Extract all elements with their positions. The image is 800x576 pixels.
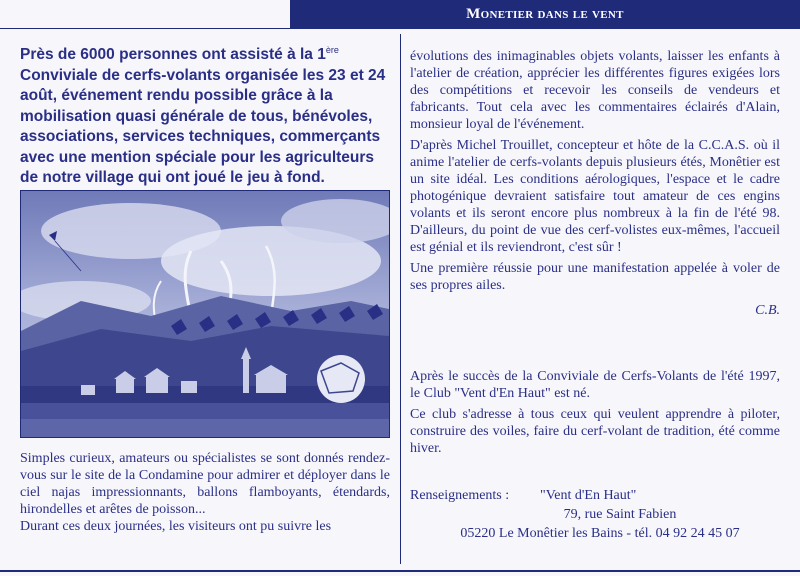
left-body-text — [20, 450, 390, 535]
header-rule — [0, 28, 800, 29]
author-signature: C.B. — [755, 303, 780, 318]
section-title: Monetier dans le vent — [466, 6, 624, 22]
bottom-rule — [0, 570, 800, 572]
section-header — [290, 0, 800, 28]
lead-superscript: ère — [325, 45, 339, 55]
contact-city-phone: 05220 Le Monêtier les Bains - tél. 04 92 24 45 07 — [460, 526, 740, 541]
contact-street: 79, rue Saint Fabien — [563, 507, 677, 522]
lead-paragraph — [20, 40, 392, 189]
body-paragraph: D'après Michel Trouillet, concepteur et hôte de la C.C.A.S. où il anime l'atelier de cerfs-volants depuis plusieurs étés, Monêtier est un site idéal. Les conditions aérologiques, l'espace et le cadre photogénique devraient satisfaire tout amateur de ces engins volants et ils seront encore plus nombreux à la fin de l'été 98. D'ailleurs, du point de vue des cerf-volistes eux-mêmes, l'accueil est génial et ils reviendront, c'est sûr ! — [410, 138, 780, 255]
club-name: "Vent d'En Haut" — [540, 488, 637, 503]
body-paragraph: Simples curieux, amateurs ou spécialistes se sont donnés rendez-vous sur le site de la Condamine pour admirer et déployer dans le ciel najas impressionnants, ballons flamboyants, étendards, hirondelles et arêtes de poisson... — [20, 451, 390, 517]
column-divider — [400, 34, 401, 564]
lead-text-end: Conviviale de cerfs-volants organisée les 23 et 24 août, événement rendu possible grâce à la mobilisation quasi générale de tous, bénévoles, associations, services techniques, commerçants avec une mention spéciale pour les agriculteurs de notre village qui ont joué le jeu à fond. — [20, 66, 386, 187]
right-column — [410, 48, 780, 323]
club-paragraph: Après le succès de la Conviviale de Cerfs-Volants de l'été 1997, le Club "Vent d'En Haut" est né. — [410, 369, 780, 401]
body-paragraph: Durant ces deux journées, les visiteurs ont pu suivre les — [20, 519, 332, 534]
club-announcement — [410, 368, 780, 461]
left-column — [20, 40, 392, 189]
body-paragraph: Une première réussie pour une manifestation appelée à voler de ses propres ailes. — [410, 261, 780, 293]
contact-label: Renseignements : — [410, 488, 510, 503]
body-paragraph: évolutions des inimaginables objets volants, laisser les enfants à l'atelier de création, apprécier les différentes figures exigées lors des compétitions et recevoir les conseils de vendeurs et fabricants. Tout cela avec les commentaires éclairés d'Alain, monsieur loyal de l'événement. — [410, 49, 780, 132]
contact-block — [410, 486, 790, 543]
club-paragraph: Ce club s'adresse à tous ceux qui veulent apprendre à piloter, construire des voiles, faire du cerf-volant de tradition, été comme hiver. — [410, 407, 780, 456]
photo-illustration — [21, 191, 389, 437]
kite-festival-photo — [20, 190, 390, 438]
lead-text-start: Près de 6000 personnes ont assisté à la 1 — [20, 46, 326, 64]
